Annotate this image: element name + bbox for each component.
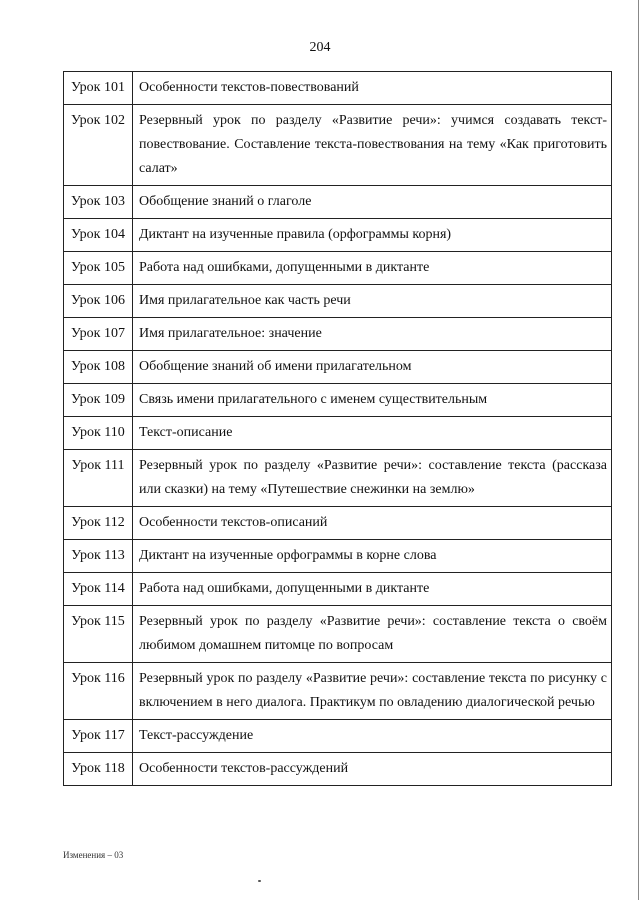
lesson-row bbox=[64, 606, 612, 663]
lesson-topic: Особенности текстов-рассуждений bbox=[133, 753, 612, 786]
lesson-topic: Имя прилагательное как часть речи bbox=[133, 285, 612, 318]
lesson-topic: Резервный урок по разделу «Развитие речи»: учимся создавать текст-повествование. Составление текста-повествования на тему «Как приготовить салат» bbox=[133, 105, 612, 186]
lesson-number: Урок 105 bbox=[64, 252, 133, 285]
lesson-row bbox=[64, 450, 612, 507]
lessons-table bbox=[63, 71, 612, 786]
lesson-topic: Обобщение знаний о глаголе bbox=[133, 186, 612, 219]
lesson-row bbox=[64, 663, 612, 720]
lesson-number: Урок 116 bbox=[64, 663, 133, 720]
lesson-row bbox=[64, 507, 612, 540]
lesson-row bbox=[64, 105, 612, 186]
scan-speck bbox=[258, 880, 261, 882]
scan-edge-mark bbox=[638, 0, 639, 900]
lesson-row bbox=[64, 252, 612, 285]
lesson-row bbox=[64, 219, 612, 252]
lesson-number: Урок 117 bbox=[64, 720, 133, 753]
lesson-number: Урок 113 bbox=[64, 540, 133, 573]
lesson-row bbox=[64, 573, 612, 606]
lesson-number: Урок 102 bbox=[64, 105, 133, 186]
lesson-row bbox=[64, 351, 612, 384]
lesson-number: Урок 114 bbox=[64, 573, 133, 606]
lesson-number: Урок 110 bbox=[64, 417, 133, 450]
page-number: 204 bbox=[309, 40, 331, 55]
lesson-topic: Особенности текстов-повествований bbox=[133, 72, 612, 105]
lesson-topic: Особенности текстов-описаний bbox=[133, 507, 612, 540]
lesson-topic: Имя прилагательное: значение bbox=[133, 318, 612, 351]
lesson-number: Урок 115 bbox=[64, 606, 133, 663]
lessons-table-body bbox=[64, 72, 612, 786]
lesson-number: Урок 112 bbox=[64, 507, 133, 540]
lesson-topic: Текст-рассуждение bbox=[133, 720, 612, 753]
lesson-number: Урок 118 bbox=[64, 753, 133, 786]
lesson-number: Урок 103 bbox=[64, 186, 133, 219]
lesson-number: Урок 111 bbox=[64, 450, 133, 507]
lesson-number: Урок 106 bbox=[64, 285, 133, 318]
lesson-row bbox=[64, 285, 612, 318]
lesson-topic: Диктант на изученные орфограммы в корне слова bbox=[133, 540, 612, 573]
lesson-topic: Работа над ошибками, допущенными в диктанте bbox=[133, 573, 612, 606]
lesson-topic: Обобщение знаний об имени прилагательном bbox=[133, 351, 612, 384]
lesson-topic: Диктант на изученные правила (орфограммы корня) bbox=[133, 219, 612, 252]
lesson-row bbox=[64, 753, 612, 786]
lesson-row bbox=[64, 720, 612, 753]
lesson-row bbox=[64, 186, 612, 219]
lesson-number: Урок 108 bbox=[64, 351, 133, 384]
lesson-number: Урок 109 bbox=[64, 384, 133, 417]
lesson-number: Урок 101 bbox=[64, 72, 133, 105]
lesson-row bbox=[64, 72, 612, 105]
lesson-row bbox=[64, 417, 612, 450]
lesson-number: Урок 104 bbox=[64, 219, 133, 252]
lesson-row bbox=[64, 540, 612, 573]
lesson-topic: Текст-описание bbox=[133, 417, 612, 450]
lesson-number: Урок 107 bbox=[64, 318, 133, 351]
lesson-row bbox=[64, 384, 612, 417]
lesson-topic: Связь имени прилагательного с именем существительным bbox=[133, 384, 612, 417]
lesson-topic: Резервный урок по разделу «Развитие речи»: составление текста по рисунку с включением в него диалога. Практикум по овладению диалогической речью bbox=[133, 663, 612, 720]
lesson-topic: Резервный урок по разделу «Развитие речи»: составление текста о своём любимом домашнем питомце по вопросам bbox=[133, 606, 612, 663]
lesson-topic: Работа над ошибками, допущенными в диктанте bbox=[133, 252, 612, 285]
lesson-topic: Резервный урок по разделу «Развитие речи»: составление текста (рассказа или сказки) на тему «Путешествие снежинки на землю» bbox=[133, 450, 612, 507]
footer-revision-note: Изменения – 03 bbox=[63, 850, 124, 860]
lesson-row bbox=[64, 318, 612, 351]
